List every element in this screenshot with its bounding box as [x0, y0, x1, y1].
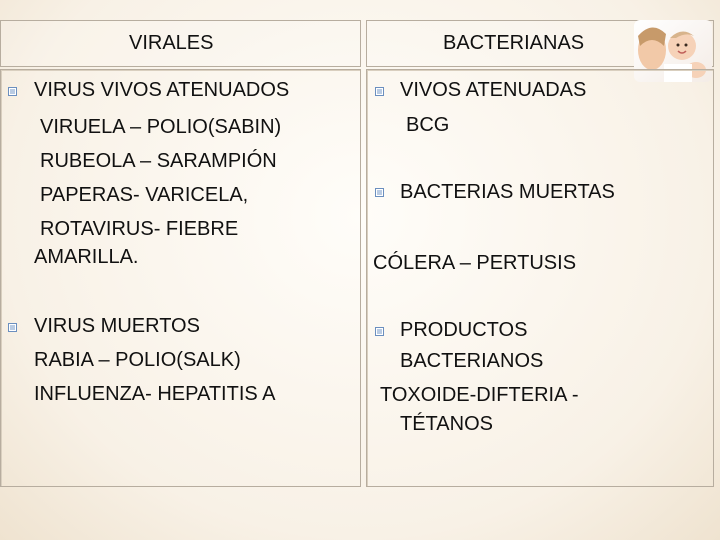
- checkbox-square-icon: [8, 87, 17, 96]
- left-group2-title: VIRUS MUERTOS: [34, 315, 200, 337]
- left-group1-line: RUBEOLA – SARAMPIÓN: [40, 150, 277, 172]
- left-group1-title: VIRUS VIVOS ATENUADOS: [34, 79, 290, 101]
- header-bacterianas: BACTERIANAS: [443, 32, 585, 54]
- header-virales: VIRALES: [129, 32, 214, 54]
- checkbox-square-icon: [375, 87, 384, 96]
- left-group1-line: VIRUELA – POLIO(SABIN): [40, 116, 282, 138]
- left-group1-line: AMARILLA.: [34, 246, 139, 268]
- checkbox-square-icon: [375, 188, 384, 197]
- checkbox-square-icon: [8, 323, 17, 332]
- left-group2-line: RABIA – POLIO(SALK): [34, 349, 241, 371]
- left-group1-line: PAPERAS- VARICELA,: [40, 184, 249, 206]
- checkbox-square-icon: [375, 327, 384, 336]
- right-group1-line: BCG: [406, 114, 450, 136]
- right-group3-line: TÉTANOS: [400, 413, 493, 435]
- right-group2-title: BACTERIAS MUERTAS: [400, 181, 615, 203]
- right-group3-title: BACTERIANOS: [400, 350, 544, 372]
- right-group2-line: CÓLERA – PERTUSIS: [373, 252, 577, 274]
- right-group3-line: TOXOIDE-DIFTERIA -: [380, 384, 579, 406]
- right-group3-title: PRODUCTOS: [400, 319, 528, 341]
- left-group1-line: ROTAVIRUS- FIEBRE: [40, 218, 239, 240]
- left-group2-line: INFLUENZA- HEPATITIS A: [34, 383, 276, 405]
- right-group1-title: VIVOS ATENUADAS: [400, 79, 587, 101]
